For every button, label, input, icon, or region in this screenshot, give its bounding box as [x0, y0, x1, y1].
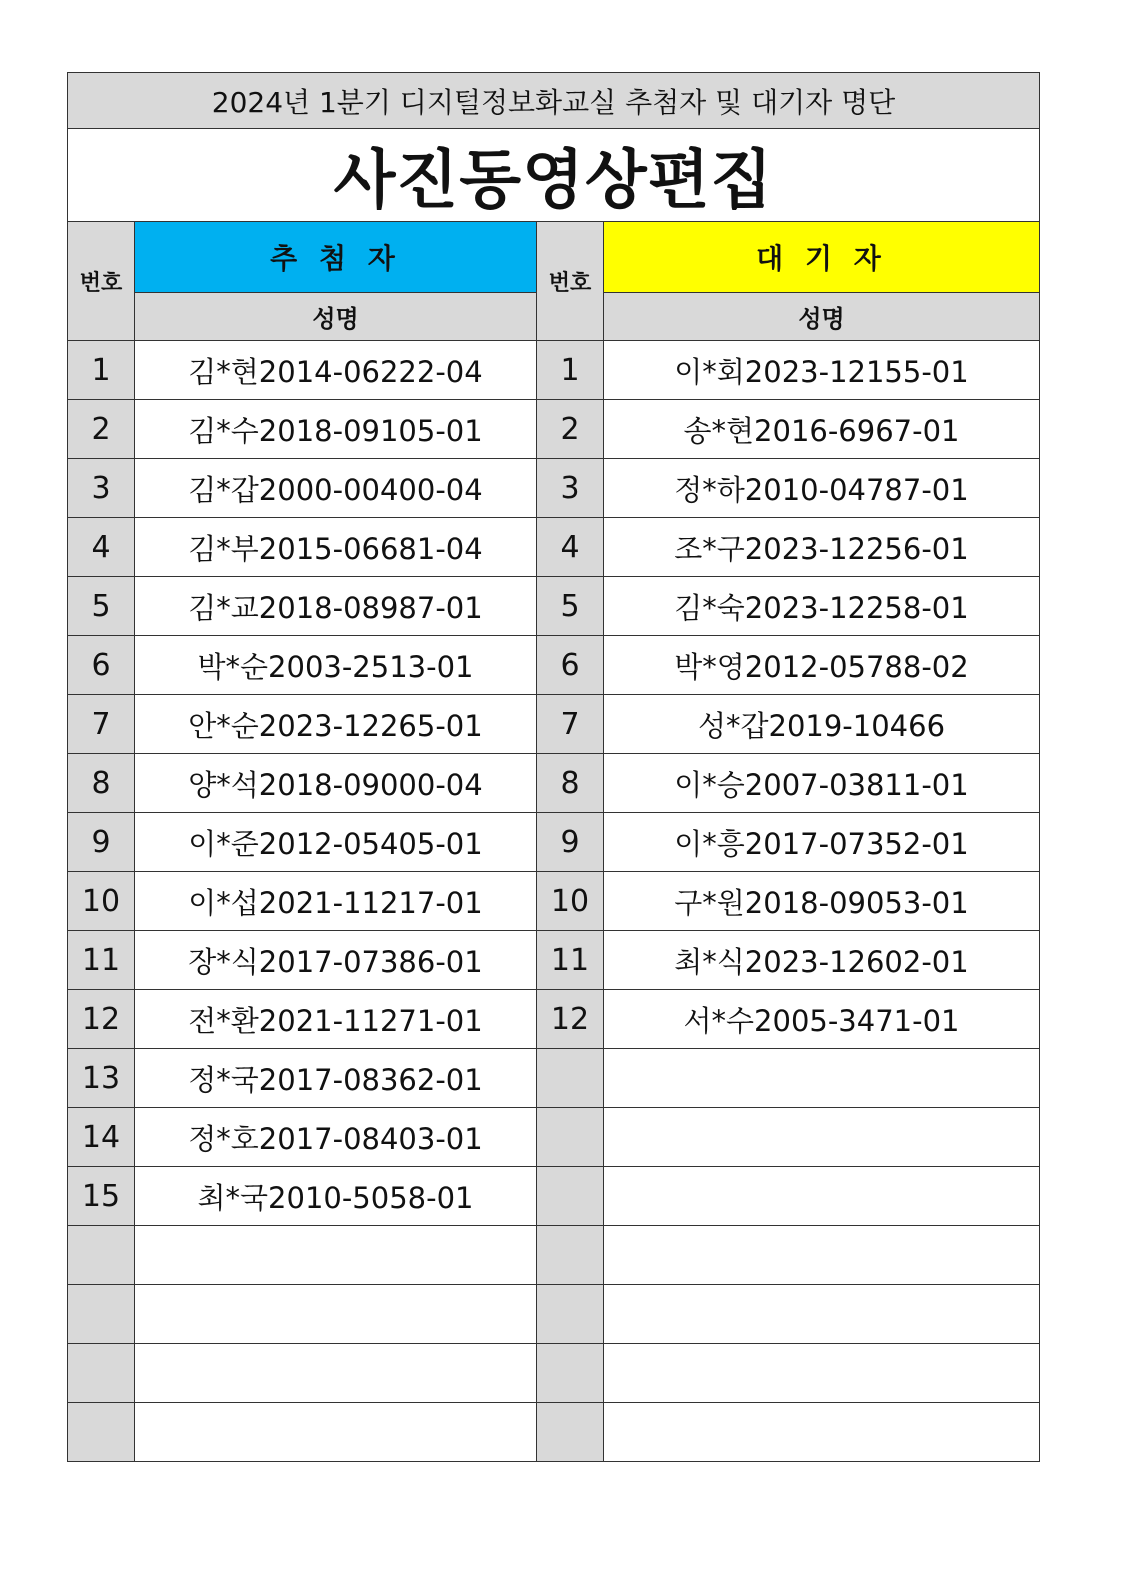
table-row	[68, 1167, 1040, 1226]
waitlist-number	[537, 1167, 604, 1226]
table-row	[68, 1403, 1040, 1462]
waitlist-number: 6	[537, 636, 604, 695]
waitlist-name: 구*원2018-09053-01	[604, 872, 1040, 931]
waitlist-number: 2	[537, 400, 604, 459]
winner-number: 9	[68, 813, 135, 872]
winner-number: 4	[68, 518, 135, 577]
winner-number: 1	[68, 341, 135, 400]
table-row	[68, 1344, 1040, 1403]
winner-name: 장*식2017-07386-01	[135, 931, 537, 990]
winner-name	[135, 1403, 537, 1462]
winner-name: 김*교2018-08987-01	[135, 577, 537, 636]
winner-name: 정*호2017-08403-01	[135, 1108, 537, 1167]
waitlist-number: 8	[537, 754, 604, 813]
waitlist-name	[604, 1403, 1040, 1462]
waitlist-name: 조*구2023-12256-01	[604, 518, 1040, 577]
winner-number	[68, 1344, 135, 1403]
waitlist-name: 송*현2016-6967-01	[604, 400, 1040, 459]
winner-number	[68, 1226, 135, 1285]
waitlist-number	[537, 1226, 604, 1285]
subtitle: 2024년 1분기 디지털정보화교실 추첨자 및 대기자 명단	[68, 73, 1040, 129]
waitlist-number: 9	[537, 813, 604, 872]
waitlist-header: 대 기 자	[604, 222, 1040, 293]
waitlist-number	[537, 1285, 604, 1344]
roster-table	[67, 72, 1040, 1462]
winner-number: 6	[68, 636, 135, 695]
waitlist-name	[604, 1344, 1040, 1403]
winner-number: 8	[68, 754, 135, 813]
waitlist-name	[604, 1108, 1040, 1167]
waitlist-number: 5	[537, 577, 604, 636]
winner-number: 2	[68, 400, 135, 459]
waitlist-number-header: 번호	[537, 222, 604, 341]
winner-name: 김*부2015-06681-04	[135, 518, 537, 577]
table-row	[68, 577, 1040, 636]
winners-header: 추 첨 자	[135, 222, 537, 293]
table-row	[68, 341, 1040, 400]
waitlist-number	[537, 1049, 604, 1108]
winner-name: 안*순2023-12265-01	[135, 695, 537, 754]
winner-name	[135, 1285, 537, 1344]
waitlist-name	[604, 1226, 1040, 1285]
winner-name: 정*국2017-08362-01	[135, 1049, 537, 1108]
waitlist-number: 11	[537, 931, 604, 990]
table-row	[68, 400, 1040, 459]
winner-name: 박*순2003-2513-01	[135, 636, 537, 695]
table-row	[68, 518, 1040, 577]
page-title: 사진동영상편집	[68, 129, 1040, 222]
winner-name: 김*수2018-09105-01	[135, 400, 537, 459]
waitlist-name-header: 성명	[604, 293, 1040, 341]
waitlist-number: 12	[537, 990, 604, 1049]
waitlist-number: 3	[537, 459, 604, 518]
table-row	[68, 990, 1040, 1049]
winner-number-header: 번호	[68, 222, 135, 341]
winner-number: 12	[68, 990, 135, 1049]
waitlist-name	[604, 1049, 1040, 1108]
winner-name: 전*환2021-11271-01	[135, 990, 537, 1049]
table-row	[68, 1108, 1040, 1167]
winner-number: 15	[68, 1167, 135, 1226]
waitlist-name: 박*영2012-05788-02	[604, 636, 1040, 695]
waitlist-name: 이*흥2017-07352-01	[604, 813, 1040, 872]
table-row	[68, 872, 1040, 931]
winner-number: 13	[68, 1049, 135, 1108]
waitlist-name: 이*승2007-03811-01	[604, 754, 1040, 813]
waitlist-number: 7	[537, 695, 604, 754]
winner-name: 이*준2012-05405-01	[135, 813, 537, 872]
table-row	[68, 1226, 1040, 1285]
waitlist-name: 김*숙2023-12258-01	[604, 577, 1040, 636]
winner-name	[135, 1344, 537, 1403]
winner-name: 최*국2010-5058-01	[135, 1167, 537, 1226]
waitlist-name: 이*회2023-12155-01	[604, 341, 1040, 400]
waitlist-name: 최*식2023-12602-01	[604, 931, 1040, 990]
winner-number: 14	[68, 1108, 135, 1167]
winner-name: 이*섭2021-11217-01	[135, 872, 537, 931]
waitlist-name: 서*수2005-3471-01	[604, 990, 1040, 1049]
table-row	[68, 754, 1040, 813]
winner-number: 5	[68, 577, 135, 636]
winner-number: 10	[68, 872, 135, 931]
waitlist-number: 10	[537, 872, 604, 931]
waitlist-name: 성*갑2019-10466	[604, 695, 1040, 754]
waitlist-name	[604, 1285, 1040, 1344]
winner-name: 김*갑2000-00400-04	[135, 459, 537, 518]
winner-number: 11	[68, 931, 135, 990]
waitlist-number	[537, 1344, 604, 1403]
winner-number	[68, 1285, 135, 1344]
table-row	[68, 1049, 1040, 1108]
waitlist-name	[604, 1167, 1040, 1226]
table-row	[68, 695, 1040, 754]
table-row	[68, 813, 1040, 872]
waitlist-number: 1	[537, 341, 604, 400]
winner-number: 7	[68, 695, 135, 754]
table-row	[68, 931, 1040, 990]
waitlist-number: 4	[537, 518, 604, 577]
table-row	[68, 459, 1040, 518]
winner-name-header: 성명	[135, 293, 537, 341]
winner-number: 3	[68, 459, 135, 518]
winner-number	[68, 1403, 135, 1462]
winner-name	[135, 1226, 537, 1285]
waitlist-name: 정*하2010-04787-01	[604, 459, 1040, 518]
waitlist-number	[537, 1403, 604, 1462]
table-row	[68, 1285, 1040, 1344]
winner-name: 양*석2018-09000-04	[135, 754, 537, 813]
winner-name: 김*현2014-06222-04	[135, 341, 537, 400]
waitlist-number	[537, 1108, 604, 1167]
table-row	[68, 636, 1040, 695]
